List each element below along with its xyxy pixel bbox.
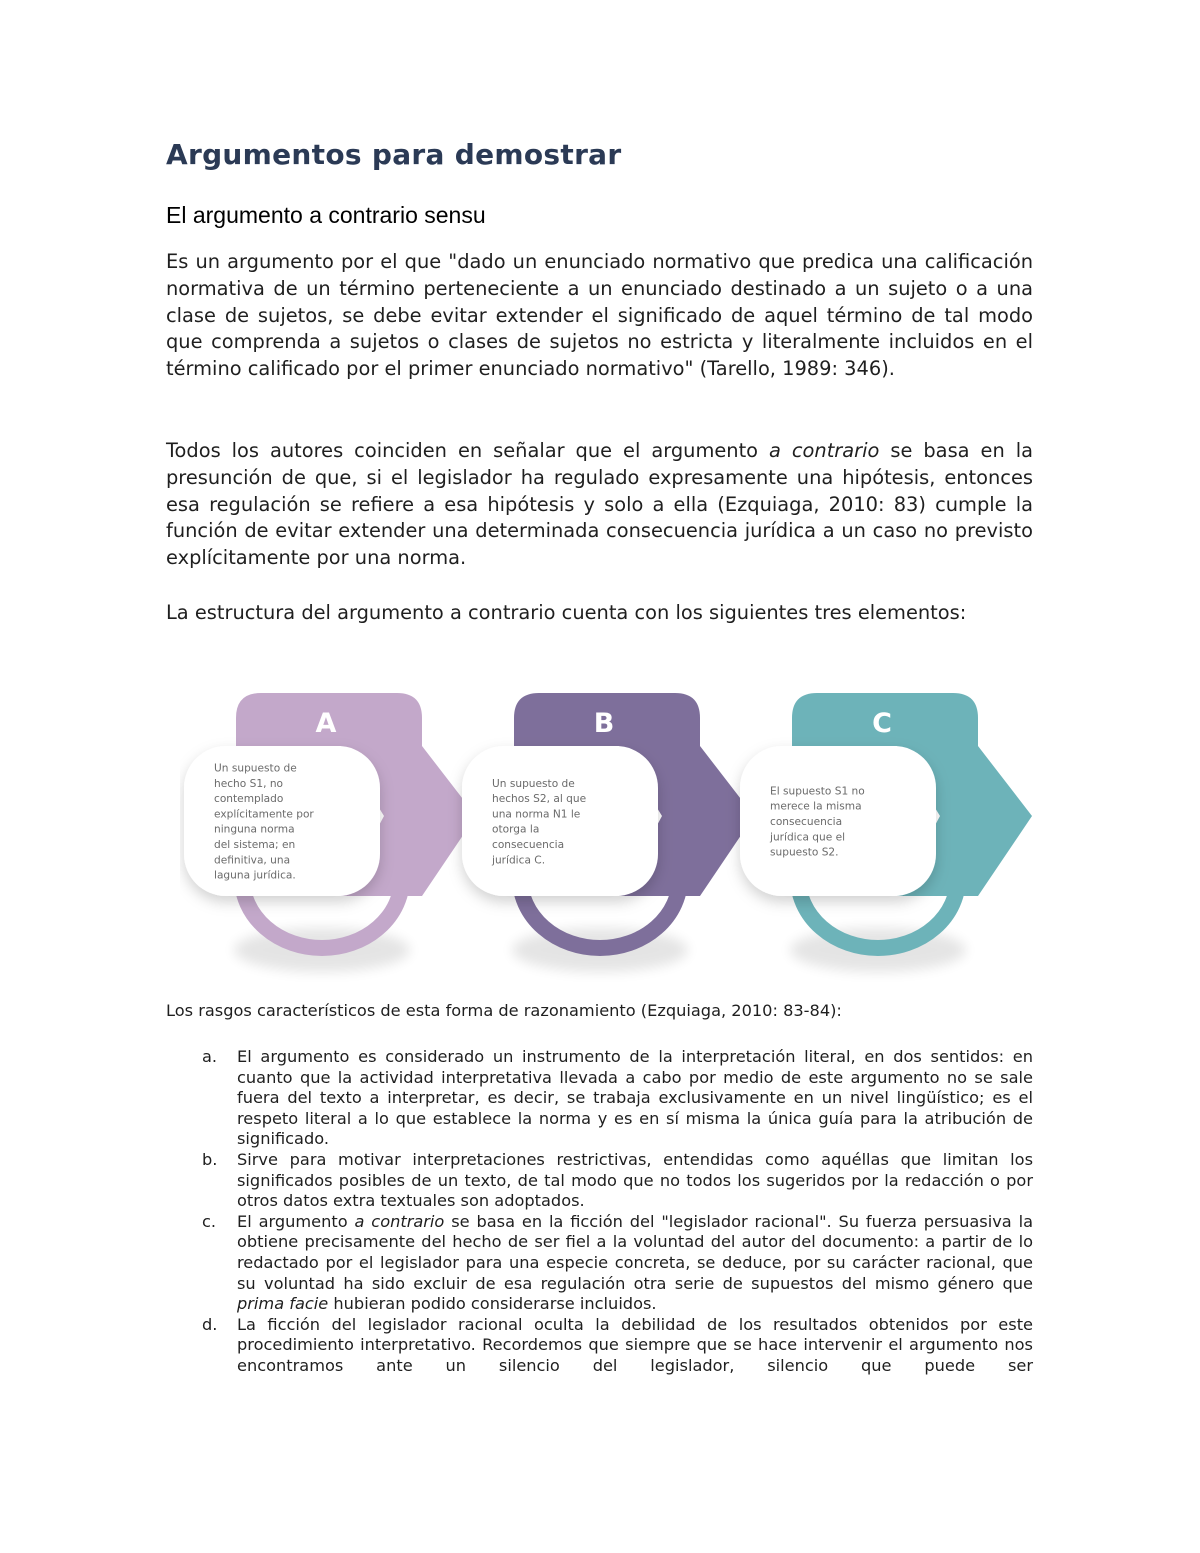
step-text-line: Un supuesto de [214, 762, 297, 775]
list-item [166, 1150, 1033, 1212]
paragraph-presumption-text-2: se basa en la presunción de que, si el legislador ha regulado expresamente una hipótesis, entonces esa regulación se refiere a esa hipótesis y solo a ella (Ezquiaga, 2010: 83) cumple la función de evitar extender una determinada consecuencia jurídica a un caso no previsto explícitamente por una norma. [166, 439, 1033, 570]
step-text-line: hecho S1, no [214, 777, 284, 790]
diagram-step-c [740, 693, 1032, 972]
step-letter: B [593, 708, 615, 739]
step-text-line: explícitamente por [214, 808, 314, 821]
list-item-text [237, 1150, 1033, 1212]
paragraph-presumption-italic: a contrario [769, 439, 880, 462]
step-text-line: jurídica C. [492, 854, 546, 867]
page-title: Argumentos para demostrar [166, 138, 622, 171]
step-text-line: consecuencia [492, 838, 565, 851]
step-text-line: El supuesto S1 no [770, 785, 865, 798]
step-text-line: una norma N1 le [492, 808, 581, 821]
list-item-italic: a contrario [354, 1211, 445, 1231]
list-item-text-part: El argumento es considerado un instrumento de la interpretación literal, en dos sentidos: en cuanto que la actividad interpretativa llevada a cabo por medio de este argumento no se sale fuera del texto a interpretar, es decir, se trabaja exclusivamente en un nivel lingüístico; es el respeto literal a lo que establece la norma y es en sí misma la única guía para la atribución de significado. [237, 1047, 1033, 1149]
paragraph-presumption [166, 438, 1033, 572]
step-letter: C [872, 708, 892, 739]
step-text-line: consecuencia [770, 816, 843, 828]
step-text-line: del sistema; en [214, 838, 296, 851]
list-item-text-part: La ficción del legislador racional oculta la debilidad de los resultados obtenidos por este procedimiento interpretativo. Recordemos que siempre que se hace intervenir el argumento nos encontramos ante un silencio del legislador, silencio que puede ser [237, 1314, 1033, 1375]
list-marker: a. [202, 1047, 218, 1066]
paragraph-definition-text: Es un argumento por el que "dado un enunciado normativo que predica una calificación normativa de un término perteneciente a un enunciado destinado a un sujeto o a una clase de sujetos, se debe evitar extender el significado de aquel término de tal modo que comprenda a sujetos o clases de sujetos no estricta y literalmente incluidos en el término calificado por el primer enunciado normativo" (Tarello, 1989: 346). [166, 250, 1033, 381]
step-text-line: ninguna norma [214, 823, 295, 836]
step-letter: A [315, 708, 337, 739]
step-text-line: otorga la [492, 823, 540, 836]
rasgos-intro: Los rasgos característicos de esta forma de razonamiento (Ezquiaga, 2010: 83-84): [166, 1001, 842, 1020]
list-item [166, 1047, 1033, 1150]
list-item-text-part: se basa en la ficción del "legislador racional". Su fuerza persuasiva la obtiene precisamente del hecho de ser fiel a la voluntad del autor del documento: a partir de lo redactado por el legislador para una especie concreta, se deduce, por su carácter racional, que su voluntad ha sido excluir de esa regulación otra serie de supuestos del mismo género que [237, 1211, 1033, 1293]
step-text-line: Un supuesto de [492, 777, 575, 790]
list-item-text-part: El argumento [237, 1211, 355, 1231]
list-item-text [237, 1212, 1033, 1315]
list-item-text-part: hubieran podido considerarse incluidos. [328, 1294, 657, 1314]
paragraph-structure-text: La estructura del argumento a contrario cuenta con los siguientes tres elementos: [166, 601, 967, 624]
list-item-text-part: Sirve para motivar interpretaciones restrictivas, entendidas como aquéllas que limitan los significados posibles de un texto, de tal modo que no todos los sugeridos por la redacción o por otros datos extra textuales son adoptados. [237, 1149, 1033, 1211]
list-marker: b. [202, 1149, 218, 1169]
step-text-line: contemplado [214, 793, 284, 806]
elements-diagram-svg [180, 688, 1050, 988]
paragraph-definition [166, 249, 1033, 383]
step-text-line: laguna jurídica. [214, 869, 296, 882]
list-marker: d. [202, 1314, 218, 1334]
step-text-line: definitiva, una [214, 854, 291, 867]
list-marker: c. [202, 1211, 217, 1231]
paragraph-structure [166, 600, 1033, 627]
list-item-text [237, 1047, 1033, 1150]
rasgos-list [166, 1047, 1033, 1377]
step-text-line: merece la misma [770, 800, 862, 813]
list-item-italic: prima facie [237, 1294, 329, 1314]
elements-diagram [180, 688, 1050, 988]
step-card [462, 746, 658, 896]
diagram-step-a [184, 693, 476, 972]
section-heading: El argumento a contrario sensu [166, 202, 486, 228]
list-item-text [237, 1315, 1033, 1377]
list-item [166, 1315, 1033, 1377]
step-text-line: jurídica que el [770, 831, 846, 844]
step-text-line: hechos S2, al que [492, 793, 587, 806]
step-text-line: supuesto S2. [770, 846, 839, 859]
paragraph-presumption-text-1: Todos los autores coinciden en señalar que el argumento [166, 439, 770, 462]
diagram-step-b [462, 693, 754, 972]
list-item [166, 1212, 1033, 1315]
